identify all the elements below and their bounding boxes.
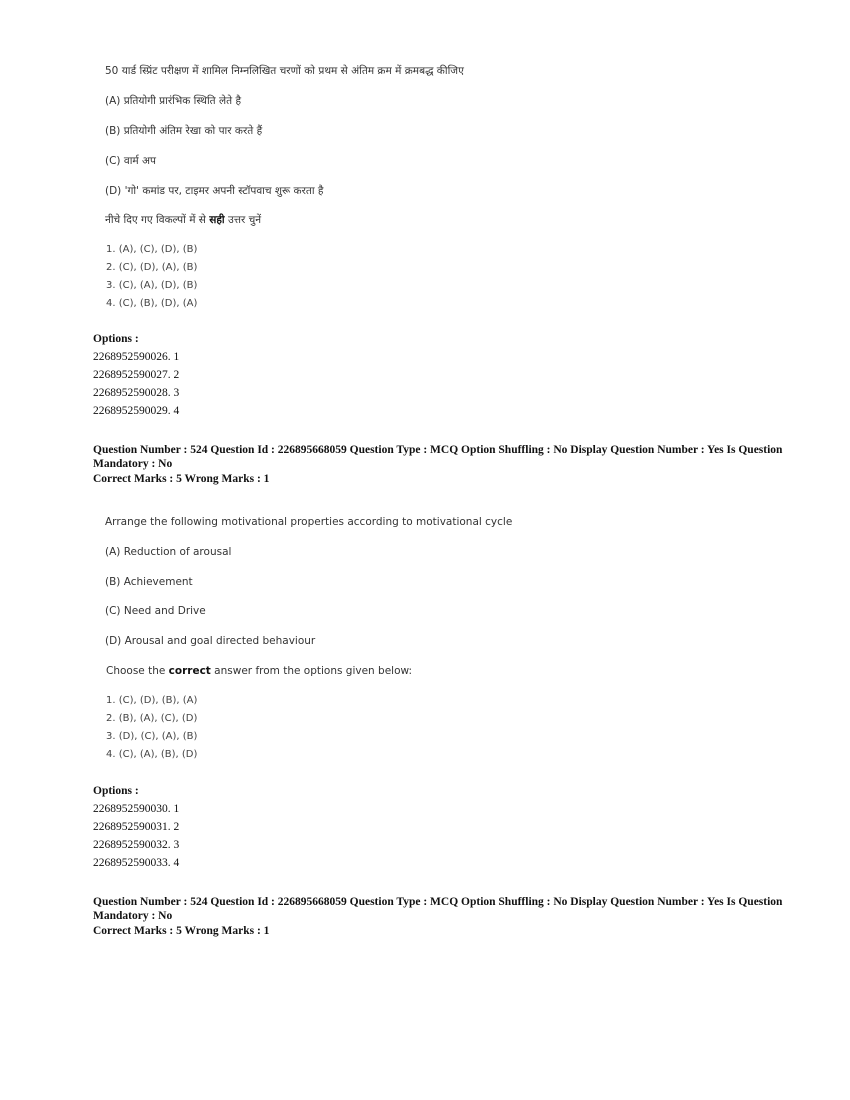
q2-item-b: (B) Achievement (105, 576, 193, 588)
q2-option-1: 2268952590030. 1 (93, 803, 180, 815)
q2-choice-3: 3. (D), (C), (A), (B) (106, 731, 198, 742)
q2-item-d: (D) Arousal and goal directed behaviour (105, 635, 316, 647)
q3-meta-line: Question Number : 524 Question Id : 226895668059 Question Type : MCQ Option Shuffling : No Display Question Number : Yes Is Question Mandatory : No (93, 896, 783, 922)
q2-prompt: Arrange the following motivational properties according to motivational cycle (105, 516, 513, 528)
q1-option-4: 2268952590029. 4 (93, 405, 180, 417)
q2-meta-line: Question Number : 524 Question Id : 226895668059 Question Type : MCQ Option Shuffling : No Display Question Number : Yes Is Question Mandatory : No (93, 444, 783, 470)
q1-choice-4: 4. (C), (B), (D), (A) (106, 298, 198, 309)
q1-item-b: (B) प्रतियोगी अंतिम रेखा को पार करते हैं (105, 125, 263, 137)
q2-item-c: (C) Need and Drive (105, 605, 206, 617)
q1-option-3: 2268952590028. 3 (93, 387, 180, 399)
q2-marks: Correct Marks : 5 Wrong Marks : 1 (93, 473, 270, 485)
q1-choice-3: 3. (C), (A), (D), (B) (106, 280, 198, 291)
q2-choice-1: 1. (C), (D), (B), (A) (106, 695, 198, 706)
q1-prompt: 50 यार्ड स्प्रिंट परीक्षण में शामिल निम्नलिखित चरणों को प्रथम से अंतिम क्रम में क्रमबद्ध कीजिए (105, 65, 464, 77)
q2-options-label: Options : (93, 785, 139, 797)
q2-choose-instruction (106, 665, 412, 677)
q2-choose-pre: Choose the (106, 665, 169, 677)
q1-item-c: (C) वार्म अप (105, 155, 157, 167)
q1-options-label: Options : (93, 333, 139, 345)
q2-option-2: 2268952590031. 2 (93, 821, 180, 833)
q1-option-2: 2268952590027. 2 (93, 369, 180, 381)
q2-item-a: (A) Reduction of arousal (105, 546, 232, 558)
q1-item-a: (A) प्रतियोगी प्रारंभिक स्थिति लेते है (105, 95, 242, 107)
q2-choice-4: 4. (C), (A), (B), (D) (106, 749, 198, 760)
q1-option-1: 2268952590026. 1 (93, 351, 180, 363)
q3-marks: Correct Marks : 5 Wrong Marks : 1 (93, 925, 270, 937)
q1-choice-2: 2. (C), (D), (A), (B) (106, 262, 198, 273)
q2-choose-bold: correct (168, 665, 211, 677)
q1-choose-bold: सही (209, 214, 225, 226)
q2-option-3: 2268952590032. 3 (93, 839, 180, 851)
q1-item-d: (D) 'गो' कमांड पर, टाइमर अपनी स्टॉपवाच शुरू करता है (105, 185, 324, 197)
q1-choose-instruction (105, 213, 261, 227)
q1-choice-1: 1. (A), (C), (D), (B) (106, 244, 198, 255)
q2-choose-post: answer from the options given below: (210, 665, 413, 677)
q1-choose-pre: नीचे दिए गए विकल्पों में से (105, 214, 210, 226)
q2-choice-2: 2. (B), (A), (C), (D) (106, 713, 198, 724)
q2-option-4: 2268952590033. 4 (93, 857, 180, 869)
q1-choose-post: उत्तर चुनें (224, 214, 262, 226)
